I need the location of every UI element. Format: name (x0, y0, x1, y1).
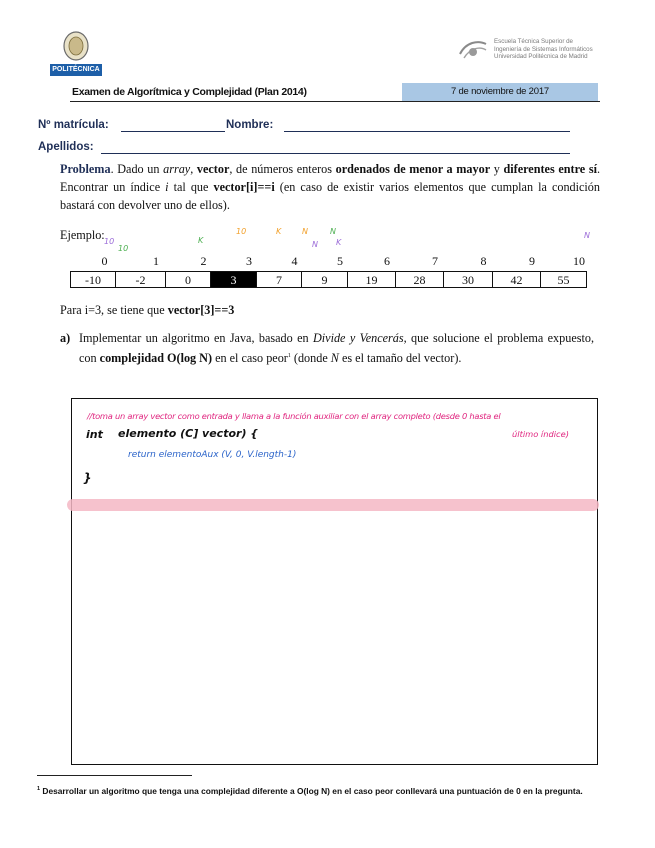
school-line-2: Ingeniería de Sistemas Informáticos (494, 45, 593, 53)
hw-close-brace: } (83, 471, 92, 485)
school-line-3: Universidad Politécnica de Madrid (494, 53, 588, 61)
example-cell: 9 (301, 271, 348, 288)
footnote (37, 783, 622, 797)
school-line-1: Escuela Técnica Superior de (494, 38, 573, 45)
qa-dyv: Divide y Vencerás, (312, 331, 407, 345)
problem-text: , (190, 162, 197, 176)
example-index: 2 (200, 254, 207, 268)
footnote-text: Desarrollar un algoritmo que tenga una complejidad diferente a O(log N) en el caso peor conllevará una puntuación de 0 en la pregunta. (42, 785, 583, 796)
problem-label: Problema (60, 162, 111, 176)
etsisi-logo (456, 36, 616, 66)
note-mark: 10 (104, 237, 115, 246)
footnote-rule (37, 775, 192, 776)
exam-title: Examen de Algorítmica y Complejidad (Plan 2014) (72, 86, 307, 98)
apellidos-field[interactable] (101, 153, 570, 154)
problem-text: (en caso de existir varios elementos que cumplan la condición bastará con devolver uno de ellos). (60, 180, 600, 212)
question-a-text (79, 329, 594, 367)
note-mark: K (276, 227, 282, 236)
problem-condition: vector[i]==i (213, 180, 275, 194)
example-cell: 7 (256, 271, 302, 288)
hw-signature: elemento (C] vector) { (118, 427, 259, 440)
example-index: 9 (529, 254, 535, 268)
footnote-ref: 1 (287, 353, 291, 359)
example-index: 8 (480, 254, 487, 268)
nombre-label: Nombre: (226, 119, 274, 131)
qa-text: Implementar un algoritmo en Java, basado en (79, 331, 313, 345)
example-cell: 28 (395, 271, 444, 288)
apellidos-label: Apellidos: (38, 141, 94, 153)
example-cell: 55 (540, 271, 587, 288)
example-index: 7 (432, 254, 438, 268)
note-mark: N (302, 227, 308, 236)
pink-erase-mark (67, 499, 599, 511)
note-mark: 10 (236, 227, 247, 236)
note-mark: N (584, 231, 590, 240)
hw-return: return elementoAux (V, 0, V.length-1) (128, 450, 297, 460)
hw-comment-1: //toma un array vector como entrada y llama a la función auxiliar con el array completo (desde 0 hasta el (87, 411, 501, 421)
problem-array: array (163, 162, 191, 176)
example-cell: -10 (70, 271, 116, 288)
note-mark: N (330, 227, 336, 236)
example-index: 10 (573, 254, 585, 268)
matricula-label: Nº matrícula: (38, 119, 109, 131)
example-cell: 3 (210, 271, 257, 288)
qa-text: que solucione el problema expuesto, con (79, 331, 595, 366)
example-conclusion (60, 301, 234, 319)
qa-n: N (330, 351, 339, 366)
qa-complexity: complejidad O(log N) (99, 351, 213, 366)
problem-text: , de números enteros (229, 162, 336, 176)
problem-i: i (165, 180, 169, 194)
matricula-field[interactable] (121, 131, 225, 132)
note-mark: K (336, 238, 342, 247)
problem-text: . Dado un (110, 162, 164, 176)
question-a-marker: a) (60, 331, 71, 345)
problem-ordered: ordenados de menor a mayor (335, 162, 491, 176)
example-index: 0 (101, 254, 108, 268)
note-mark: 10 (118, 244, 129, 253)
example-index: 1 (153, 254, 159, 268)
footnote-num: 1 (37, 786, 41, 792)
problem-different: diferentes entre sí (503, 162, 597, 176)
qa-text: en el caso peor (212, 351, 288, 366)
example-index: 4 (291, 254, 298, 268)
example-cell: 42 (492, 271, 541, 288)
example-cell: 19 (347, 271, 396, 288)
problem-text: y (490, 162, 504, 176)
example-cell: -2 (115, 271, 166, 288)
nombre-field[interactable] (284, 131, 570, 132)
problem-statement (60, 160, 600, 214)
problem-text: . Encontrar un índice (60, 162, 600, 194)
conclusion-text: Para i=3, se tiene que (60, 303, 168, 317)
conclusion-bold: vector[3]==3 (167, 303, 235, 317)
qa-text: es el tamaño del vector). (338, 351, 462, 366)
qa-text: (donde (290, 351, 331, 366)
etsisi-emblem-icon (456, 36, 490, 66)
upm-logo-text: POLITÉCNICA (52, 66, 100, 73)
problem-text: tal que (168, 180, 214, 194)
example-index: 3 (246, 254, 252, 268)
note-mark: K (198, 236, 204, 245)
example-label: Ejemplo: (60, 228, 105, 242)
problem-vector: vector (196, 162, 230, 176)
note-mark: N (312, 240, 318, 249)
hw-int: int (86, 428, 103, 441)
example-index: 6 (384, 254, 390, 268)
example-index: 5 (337, 254, 343, 268)
exam-date: 7 de noviembre de 2017 (450, 86, 550, 97)
hw-comment-2: último índice) (512, 429, 569, 439)
example-cell: 0 (165, 271, 211, 288)
example-cell: 30 (443, 271, 493, 288)
